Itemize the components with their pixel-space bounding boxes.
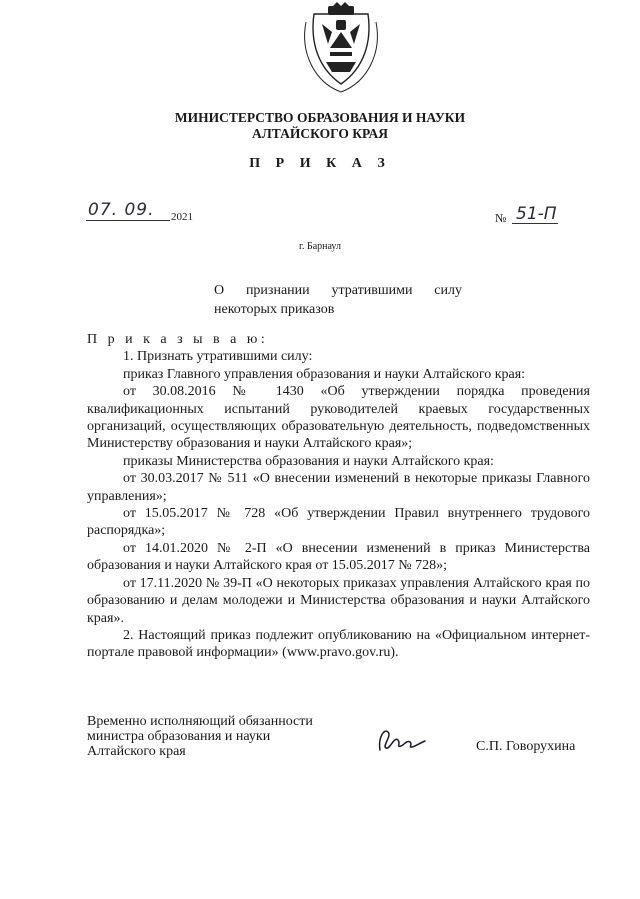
body-paragraph: от 15.05.2017 № 728 «Об утверждении Правил внутреннего трудового распорядка»; <box>87 506 590 539</box>
handwritten-order-number: 51-П <box>516 204 557 224</box>
city-line: г. Барнаул <box>299 241 341 252</box>
subject-word: утратившими <box>331 283 413 298</box>
order-item-1-heading: 1. Признать утратившими силу: <box>123 349 313 365</box>
signer-position-line: Алтайского края <box>87 744 186 759</box>
body-paragraph: от 30.08.2016 № 1430 «Об утверждении порядка проведения квалификационных испытаний руководителей краевых государственных организаций, осуществляющих образовательную деятельность, подведомственных Министерству образования и науки Алтайского края»; <box>87 384 590 452</box>
subject-word: признании <box>245 283 310 298</box>
document-type-title: П Р И К А З <box>249 156 391 171</box>
order-item-2: 2. Настоящий приказ подлежит опубликованию на «Официальном интернет-портале правовой информации» (www.pravo.gov.ru). <box>87 627 590 661</box>
signer-name: С.П. Говорухина <box>476 739 576 754</box>
ministry-name-line1: МИНИСТЕРСТВО ОБРАЗОВАНИЯ И НАУКИ <box>174 110 466 125</box>
number-underline <box>512 223 558 224</box>
date-underline <box>86 220 170 221</box>
subject-word: силу <box>434 283 462 298</box>
subject-word: О <box>214 283 225 298</box>
subject-line1 <box>214 281 462 300</box>
coat-of-arms-emblem <box>300 2 382 94</box>
order-subject <box>214 281 462 319</box>
handwritten-date: 07. 09. <box>88 200 155 220</box>
body-paragraph: от 30.03.2017 № 511 «О внесении изменений в некоторые приказы Главного управления»; <box>87 471 590 504</box>
signer-position <box>87 714 313 759</box>
ministry-name-line2: АЛТАЙСКОГО КРАЯ <box>251 126 389 141</box>
date-year: 2021 <box>171 211 193 223</box>
signer-position-line: министра образования и науки <box>87 729 271 744</box>
order-directive: П р и к а з ы в а ю: <box>87 332 269 347</box>
body-paragraph: от 17.11.2020 № 39-П «О некоторых приказах управления Алтайского края по образованию и делам молодежи и Министерства образования и науки Алтайского края». <box>87 575 590 626</box>
body-paragraph: от 14.01.2020 № 2-П «О внесении изменений в приказ Министерства образования и науки Алтайского края от 15.05.2017 № 728»; <box>87 540 590 574</box>
subject-line2: некоторых приказов <box>214 302 335 317</box>
body-paragraph: приказ Главного управления образования и науки Алтайского края: <box>123 366 526 382</box>
signer-position-line: Временно исполняющий обязанности <box>87 714 313 729</box>
order-body <box>87 331 590 662</box>
number-sign: № <box>495 211 507 225</box>
body-paragraph: приказы Министерства образования и науки Алтайского края: <box>123 453 494 469</box>
handwritten-signature <box>374 724 426 754</box>
